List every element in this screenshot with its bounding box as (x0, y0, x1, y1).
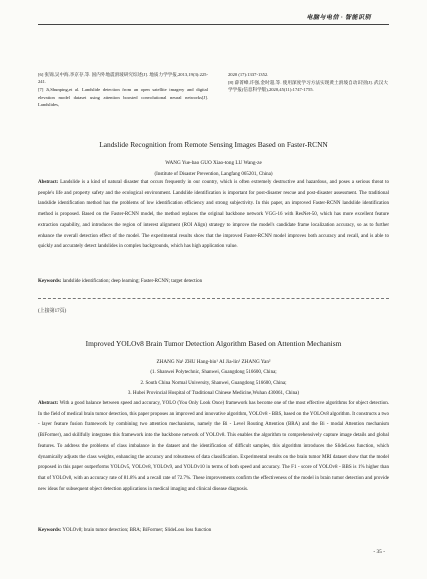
page-number: - 35 - (373, 549, 385, 555)
paper2-affiliation (38, 368, 389, 400)
abstract-label: Abstract: (38, 401, 59, 406)
reference-item: [6] 张锦,吴中海,李京存,等. 国内外地震滑坡研究综述[J]. 地质力学学报,2013,19(3):225-241. (38, 72, 208, 85)
paper1-abstract (38, 178, 389, 253)
paper2-abstract (38, 399, 389, 495)
paper2-authors: ZHANG Na¹ ZHU Hang-bin¹ AI Jia-lin¹ ZHANG Yan² (156, 359, 271, 365)
paper1-affiliation: (Institute of Disaster Prevention, Langfang 065201, China) (154, 172, 273, 177)
continued-note: (上接第17页) (38, 309, 67, 314)
section-divider (38, 298, 389, 299)
reference-item: [8] 薛菁峰,许强,金时超,等. 使用深度学习方法实现黄土滑坡自动识别[J]. 武汉大学学报(信息科学版),2020,45(11):1747-1755. (228, 80, 388, 93)
keywords-label: Keywords: (38, 279, 62, 284)
references-right-column (228, 71, 388, 95)
abstract-label: Abstract: (38, 180, 59, 185)
reference-item: [7] Ji,Shunping,et al. Landslide detection from an open satellite imagery and digital elevation model dataset using attention boosted convolutional neural networks[J]. Landslides, (38, 87, 208, 107)
abstract-text: With a good balance between speed and accuracy, YOLO (You Only Look Once) framework has become one of the most effective algorithms for object detection. In the field of medical brain tumor detection, this paper proposes an improved and innovative algorithm, YOLOv8 - BBS, based on the YOLOv8 algorithm. It constructs a two - layer feature fusion framework by combining two attention mechanisms, namely the Bi - Level Routing Attention (BRA) and the Bi - modal Attention mechanism (BiFormer), and skillfully integrates this framework into the backbone network of YOLOv8. This enables the algorithm to comprehensively capture image details and global features. To address the problems of class imbalance in the dataset and the identification of difficult samples, this algorithm introduces the SlideLoss function, which dynamically adjusts the class weights, enhancing the accuracy and robustness of data classification. Experimental results on the brain tumor MRI dataset show that the model proposed in this paper outperforms YOLOv5, YOLOv8, YOLOv9, and YOLOv10 in terms of both speed and accuracy. The F1 - score of YOLOv8 - BBS is 1% higher than that of YOLOv8, with an accuracy rate of 81.8% and a recall rate of 72.7%. These improvements confirm the effectiveness of the model in brain tumor detection and provide new ideas for subsequent object detection applications in medical imaging and clinical disease diagnosis. (38, 401, 389, 492)
header-rule (38, 24, 389, 25)
reference-item: 2020 (17):1337-1352. (228, 72, 269, 77)
paper2-title: Improved YOLOv8 Brain Tumor Detection Algorithm Based on Attention Mechanism (85, 339, 342, 348)
references-left-column (38, 71, 208, 109)
keywords-text: YOLOv8; brain tumor detection; BRA; BiFormer; SlideLoss loss function (61, 528, 212, 533)
keywords-label: Keywords: (38, 528, 62, 533)
affiliation-line: 2. South China Normal University, Shanwei, Guangdong 516600, China; (140, 380, 287, 386)
paper1-keywords (38, 279, 389, 284)
paper2-keywords (38, 528, 389, 533)
keywords-text: landslide identification; deep learning; Faster-RCNN; target detection (61, 279, 203, 284)
affiliation-line: 3. Hubei Provincial Hospital of Traditional Chinese Medicine,Wuhan 430061, China) (127, 391, 300, 396)
abstract-text: Landslide is a kind of natural disaster that occurs frequently in our country, which is often extremely destructive and hazardous, and poses a serious threat to people's life and property safety and the ecological environment. Landslide identification is important for post-disaster rescue and post-disaster assessment. The traditional landslide identification method has the problems of low identification efficiency and strong subjectivity. In this paper, an improved Faster-RCNN landslide identification method is proposed. Based on the Faster-RCNN model, the method replaces the original backbone network VGG-16 with ResNet-50, which has more excellent feature extraction capability, and introduces the region of interest alignment (ROI Align) strategy to improve the model's candidate frame localization accuracy, so as to further enhance the overall detection effect of the model. The experimental results show that the improved Faster-RCNN model improves both accuracy and recall, and is able to quickly and accurately detect landslides in complex backgrounds, which has high application value. (38, 180, 389, 250)
paper1-authors: WANG Yue-bao GUO Xiao-tong LU Wang-ze (165, 160, 262, 166)
affiliation-line: (1. Shanwei Polytechnic, Shanwei, Guangdong 516600, China; (150, 370, 277, 375)
running-head: 电脑与电信 · 智能识别 (306, 15, 371, 21)
paper1-title: Landslide Recognition from Remote Sensing Images Based on Faster-RCNN (99, 140, 328, 149)
